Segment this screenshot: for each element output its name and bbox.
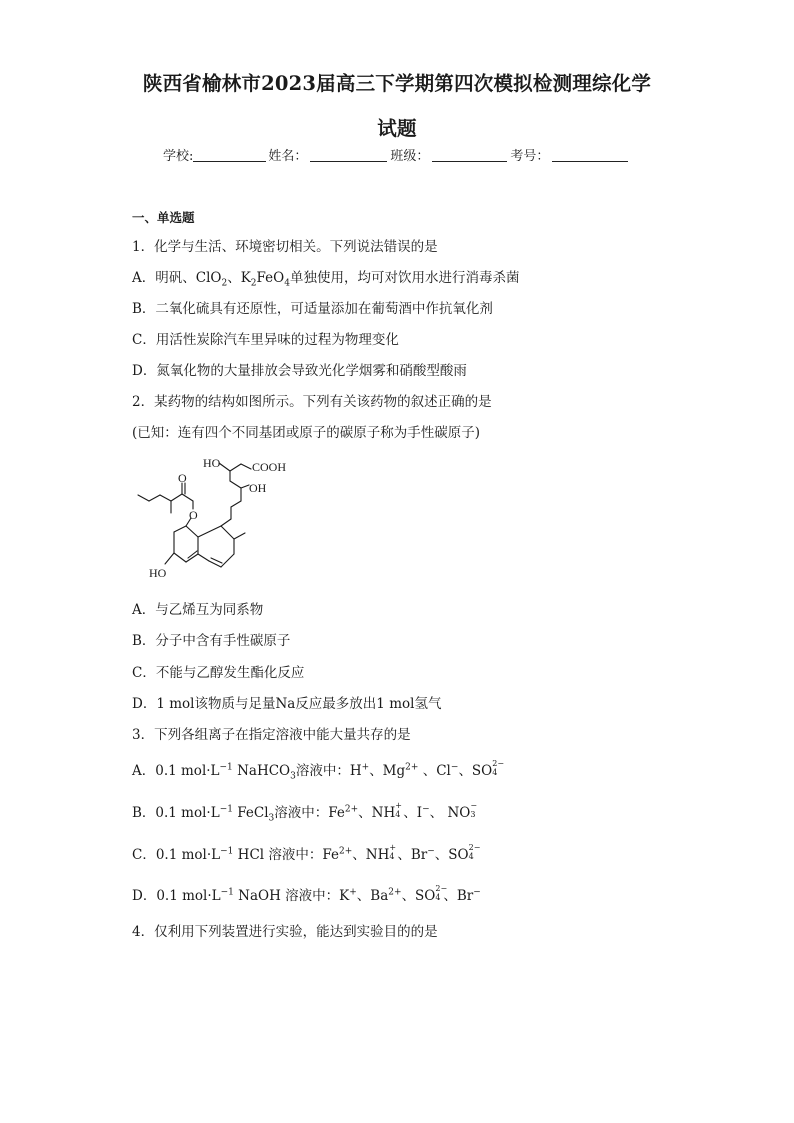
chemical-structure-diagram [131,449,301,585]
class-label: 班级： [390,149,430,164]
structure-label-ho-bottom: HO [149,566,167,580]
q1-option-d: D．氮氧化物的大量排放会导致光化学烟雾和硝酸型酸雨 [132,363,467,379]
q1-option-b: B．二氧化硫具有还原性，可适量添加在葡萄酒中作抗氧化剂 [132,301,493,317]
q2-option-b: B．分子中含有手性碳原子 [132,633,291,649]
structure-label-carbonyl-o: O [178,471,187,485]
name-blank [310,147,387,162]
q4-stem: 4．仅利用下列装置进行实验，能达到实验目的的是 [132,924,438,940]
q2-option-a: A．与乙烯互为同系物 [132,602,264,618]
q3-option-c: C．0.1 $mol\cdot L^{-1}$ HCl 溶液中：$Fe^{2+}$、NH + 4 、Br−、SO 2− 4 [132,843,481,863]
class-blank [432,147,507,162]
q2-stem: 2．某药物的结构如图所示。下列有关该药物的叙述正确的是 [132,394,492,410]
q2-note: (已知：连有四个不同基团或原子的碳原子称为手性碳原子) [132,425,481,441]
page-title-line1: 陕西省榆林市2023届高三下学期第四次模拟检测理综化学 [142,72,652,95]
q1-option-c: C．用活性炭除汽车里异味的过程为物理变化 [132,332,399,348]
q3-option-a: A．0.1 $mol\cdot L^{-1}$ NaHCO$_3$溶液中：H+、$Mg^{2+}$ 、Cl−、SO 2− 4 [132,759,505,782]
q2-option-c: C．不能与乙醇发生酯化反应 [132,665,305,681]
structure-label-oh: OH [249,481,267,495]
school-blank [193,147,266,162]
q2-option-d: D．1 mol该物质与足量Na反应最多放出1 mol氢气 [132,696,442,712]
structure-label-ho-top: HO [203,456,221,470]
name-label: 姓名： [268,149,308,164]
structure-label-ester-o: O [189,508,198,522]
page-title-line2: 试题 [377,117,417,140]
q3-option-b: B．0.1 $mol\cdot L^{-1}$ FeCl$_3$溶液中：$Fe^{2+}$、NH + 4 、I−、 NO − 3 [132,801,478,824]
section-title: 一、单选题 [132,210,195,225]
student-info-row [163,145,628,164]
q3-stem: 3．下列各组离子在指定溶液中能大量共存的是 [132,727,411,743]
school-label: 学校: [163,149,194,164]
exam-number-blank [552,147,628,162]
q1-option-a: A．明矾、ClO$_2$、$K_2FeO_4$单独使用，均可对饮用水进行消毒杀菌 [132,270,520,289]
exam-number-label: 考号： [510,149,550,164]
q1-stem: 1．化学与生活、环境密切相关。下列说法错误的是 [132,239,438,255]
structure-label-cooh: COOH [252,460,287,474]
q3-option-d: D．0.1 $mol\cdot L^{-1}$ NaOH 溶液中：K+、$Ba^{2+}$、SO 2− 4 、Br− [132,884,481,904]
